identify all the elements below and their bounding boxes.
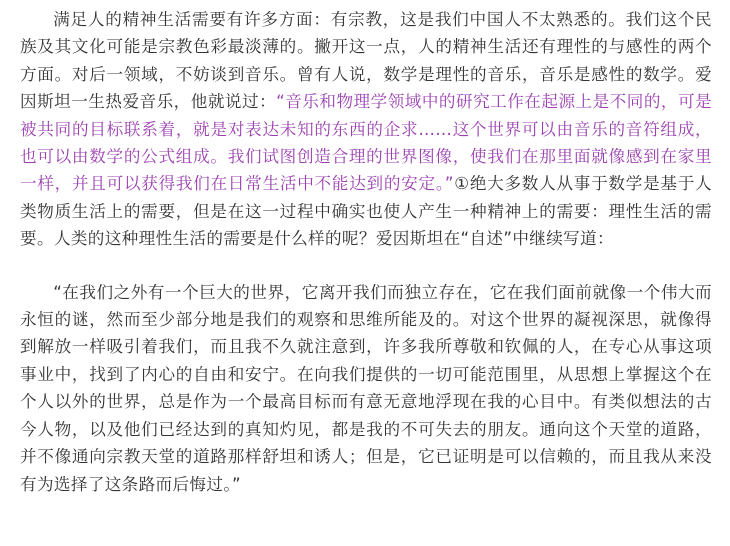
paragraph-rest-text: 绝大多数人从事于数学是基于人类物质生活上的需要，但是在这一过程中确实也使人产生一种精神上的需要：理性生活的需要。人类的这种理性生活的需要是什么样的呢？爱因斯坦在“自述”中继续写道： xyxy=(20,174,712,249)
paragraph-intro-text: 满足人的精神生活需要有许多方面：有宗教，这是我们中国人不太熟悉的。我们这个民族及其文化可能是宗教色彩最淡薄的。撇开这一点，人的精神生活还有理性的与感性的两个方面。对后一领域，不妨谈到音乐。曾有人说，数学是理性的音乐，音乐是感性的数学。爱因斯坦一生热爱音乐，他就说过： xyxy=(20,10,712,112)
paragraph-einstein-autobiography-quote xyxy=(20,279,712,498)
einstein-quote-highlight: “音乐和物理学领域中的研究工作在起源上是不同的，可是被共同的目标联系着，就是对表达未知的东西的企求……这个世界可以由音乐的音符组成，也可以由数学的公式组成。我们试图创造合理的世界图像，使我们在那里面就像感到在家里一样，并且可以获得我们在日常生活中不能达到的安定。” xyxy=(20,92,713,194)
footnote-marker: ① xyxy=(453,174,470,194)
paragraph-einstein-music xyxy=(20,6,712,253)
autobiography-quote-text: “在我们之外有一个巨大的世界，它离开我们而独立存在，它在我们面前就像一个伟大而永恒的谜，然而至少部分地是我们的观察和思维所能及的。对这个世界的凝视深思，就像得到解放一样吸引着我们，而且我不久就注意到，许多我所尊敬和钦佩的人，在专心从事这项事业中，找到了内心的自由和安宁。在向我们提供的一切可能范围里，从思想上掌握这个在个人以外的世界，总是作为一个最高目标而有意无意地浮现在我的心目中。有类似想法的古今人物，以及他们已经达到的真知灼见，都是我的不可失去的朋友。通向这个天堂的道路，并不像通向宗教天堂的道路那样舒坦和诱人；但是，它已证明是可以信赖的，而且我从来没有为选择了这条路而后悔过。” xyxy=(20,282,712,494)
